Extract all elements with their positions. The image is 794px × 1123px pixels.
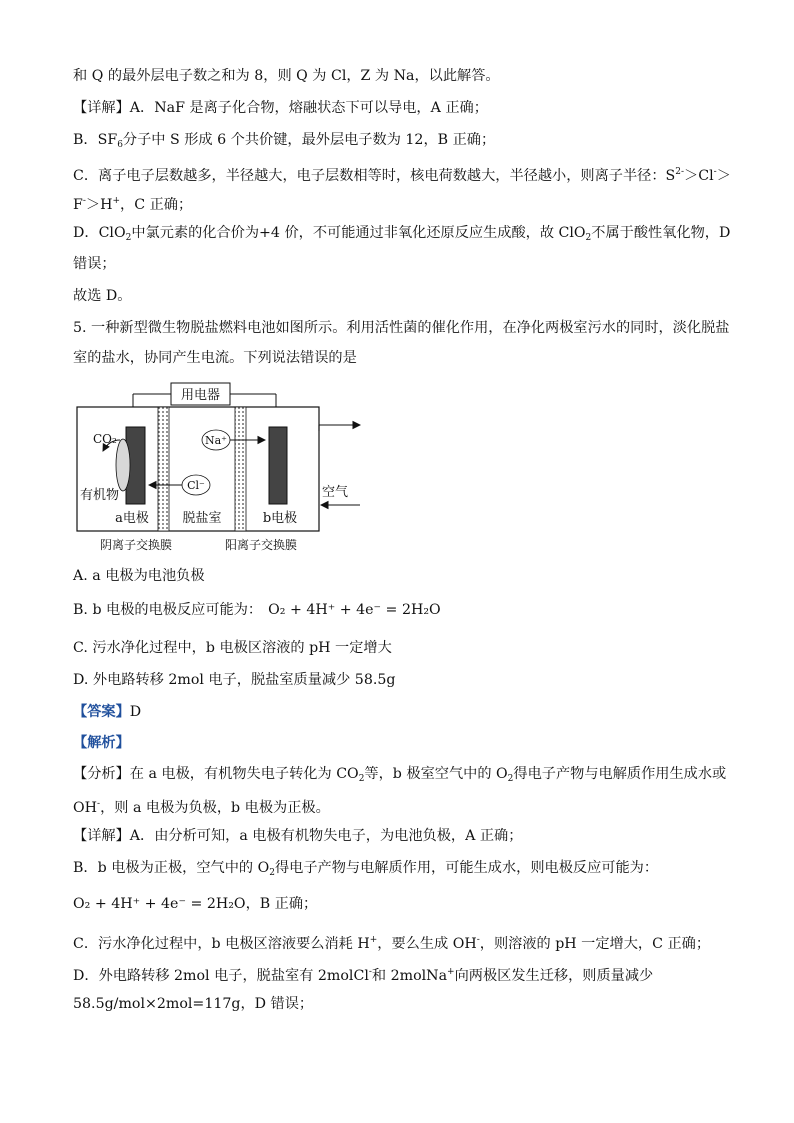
text: 得电子产物与电解质作用，可能生成水，则电极反应可能为： — [274, 860, 659, 876]
text: ，则 a 电极为负极，b 电极为正极。 — [100, 800, 330, 816]
appliance-label: 用电器 — [180, 388, 221, 403]
text-line — [73, 894, 317, 914]
text-line — [73, 223, 730, 248]
organic-label: 有机物 — [80, 488, 120, 503]
option-b — [73, 600, 441, 620]
text-line — [73, 764, 726, 789]
text-line — [73, 858, 658, 883]
text: ，B 正确； — [245, 896, 318, 912]
text-line — [73, 191, 192, 215]
text: ，要么生成 OH — [377, 936, 477, 952]
text: F — [73, 197, 83, 213]
analysis-subtag: 【分析】 — [73, 766, 130, 782]
answer-tag: 【答案】 — [73, 704, 130, 720]
text: 向两极区发生迁移，则质量减少 — [454, 968, 654, 984]
na-ion-label: Na⁺ — [205, 434, 227, 447]
cation-membrane — [235, 407, 246, 531]
superscript: + — [369, 935, 378, 945]
superscript: - — [82, 196, 86, 206]
text: 分子中 S 形成 6 个共价键，最外层电子数为 12，B 正确； — [122, 132, 496, 148]
text-line — [73, 130, 495, 155]
text: B. b 电极的电极反应可能为： — [73, 602, 263, 618]
text: 等，b 极室空气中的 O — [364, 766, 508, 782]
subscript: 2 — [507, 774, 514, 784]
text: D．ClO — [73, 225, 126, 241]
text: ，则溶液的 pH 一定增大，C 正确； — [479, 936, 711, 952]
text-line — [73, 930, 710, 954]
text-line — [73, 794, 330, 818]
electrode-b — [269, 427, 287, 504]
text: A．由分析可知，a 电极有机物失电子，为电池负极，A 正确； — [129, 828, 523, 844]
superscript: - — [713, 167, 717, 177]
subscript: 6 — [117, 140, 123, 150]
answer-line — [73, 702, 141, 722]
text: C．污水净化过程中，b 电极区溶液要么消耗 H — [73, 936, 370, 952]
detail-tag: 【详解】 — [73, 100, 130, 116]
text: ＞H — [85, 197, 113, 213]
anion-membrane-label: 阴离子交换膜 — [99, 538, 173, 552]
text: 中氯元素的化合价为+4 价，不可能通过非氧化还原反应生成酸，故 ClO — [131, 225, 586, 241]
text-line: 和 Q 的最外层电子数之和为 8，则 Q 为 Cl，Z 为 Na，以此解答。 — [73, 68, 500, 84]
text: ，C 正确； — [120, 197, 193, 213]
text-line: 故选 D。 — [73, 288, 132, 304]
electrode-a-label: a电极 — [115, 511, 149, 526]
text-line — [73, 162, 731, 186]
text: 和 2molNa — [371, 968, 448, 984]
superscript: + — [112, 196, 121, 206]
fuel-cell-diagram — [73, 378, 363, 556]
subscript: 2 — [125, 233, 132, 243]
answer-value: D — [129, 704, 142, 720]
organic-matter — [116, 439, 130, 491]
text-line — [73, 826, 522, 846]
analysis-tag: 【解析】 — [73, 735, 130, 751]
text: A．NaF 是离子化合物，熔融状态下可以导电，A 正确； — [129, 100, 488, 116]
text: B．b 电极为正极，空气中的 O — [73, 860, 270, 876]
text: 在 a 电极，有机物失电子转化为 CO — [129, 766, 359, 782]
superscript: - — [97, 799, 101, 809]
text-line — [73, 962, 653, 986]
subscript: 2 — [358, 774, 365, 784]
option-c: C. 污水净化过程中，b 电极区溶液的 pH 一定增大 — [73, 640, 392, 656]
text: C．离子电子层数越多，半径越大，电子层数相等时，核电荷数越大，半径越小，则离子半径：S — [73, 168, 676, 184]
text: ＞Cl — [684, 168, 714, 184]
desalination-label: 脱盐室 — [182, 511, 222, 526]
equation: O₂ + 4H⁺ + 4e⁻ = 2H₂O — [73, 896, 246, 912]
text-line: 错误； — [73, 256, 116, 272]
superscript: - — [368, 967, 372, 977]
superscript: 2- — [675, 167, 685, 177]
text: 不属于酸性氧化物，D — [591, 225, 731, 241]
subscript: 2 — [585, 233, 592, 243]
text-line: 58.5g/mol×2mol=117g，D 错误； — [73, 996, 314, 1012]
cl-ion-label: Cl⁻ — [187, 479, 205, 492]
text: D．外电路转移 2mol 电子，脱盐室有 2molCl — [73, 968, 369, 984]
question-stem: 室的盐水，协同产生电流。下列说法错误的是 — [73, 350, 357, 366]
text-line — [73, 98, 488, 118]
text: ＞ — [716, 168, 731, 184]
equation: O₂ + 4H⁺ + 4e⁻ = 2H₂O — [268, 602, 441, 618]
detail-tag: 【详解】 — [73, 828, 130, 844]
text: B．SF — [73, 132, 118, 148]
text: OH — [73, 800, 98, 816]
superscript: + — [447, 967, 455, 977]
cation-membrane-label: 阳离子交换膜 — [224, 538, 298, 552]
option-d: D. 外电路转移 2mol 电子，脱盐室质量减少 58.5g — [73, 672, 396, 688]
electrode-b-label: b电极 — [262, 511, 298, 526]
air-label: 空气 — [322, 485, 349, 500]
option-a: A. a 电极为电池负极 — [73, 568, 205, 584]
superscript: - — [476, 935, 480, 945]
subscript: 2 — [269, 868, 275, 878]
co2-label: CO₂ — [93, 432, 117, 446]
question-stem: 5. 一种新型微生物脱盐燃料电池如图所示。利用活性菌的催化作用，在净化两极室污水的同时，淡化脱盐 — [73, 320, 730, 336]
anion-membrane — [158, 407, 169, 531]
text: 得电子产物与电解质作用生成水或 — [513, 766, 727, 782]
